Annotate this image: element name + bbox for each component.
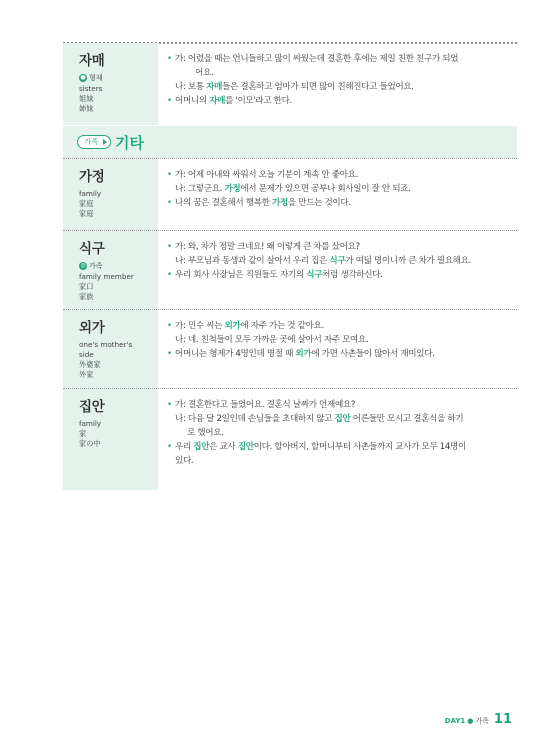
day-label: DAY1: [444, 717, 466, 725]
bullet-icon: •: [167, 321, 172, 331]
dialogue-line-a: 가: 와, 차가 정말 크네요! 왜 이렇게 큰 차를 샀어요?: [175, 242, 360, 252]
section-title: 기타: [115, 134, 144, 152]
entry-gajeong: [63, 159, 517, 230]
dialogue-line-b: 나: 부모님과 동생과 같이 살아서 우리 집은 식구가 여덟 명이니까 큰 차가 필요해요.: [175, 256, 471, 266]
example-sentence: • 어머니의 자매를 '이모'라고 한다.: [167, 96, 292, 106]
related-word-icon: ◎: [80, 262, 86, 269]
headword: 자매: [79, 53, 105, 69]
related-word-badge: [79, 73, 158, 83]
dialogue-line-b-cont: 로 했어요.: [187, 428, 224, 438]
example-sentence: • 우리 회사 사장님은 직원들도 자기의 식구처럼 생각하신다.: [167, 270, 383, 280]
example-sentence-cont: 있다.: [175, 456, 194, 466]
entry-headword-panel: [63, 231, 158, 309]
entry-headword-panel: [63, 159, 158, 230]
related-word-badge: [79, 261, 158, 271]
highlighted-word: 식구: [306, 270, 323, 280]
highlighted-word: 식구: [329, 256, 346, 266]
highlighted-word: 외가: [224, 321, 241, 331]
related-word: 가족: [89, 262, 103, 270]
highlighted-word: 집안: [237, 442, 254, 452]
example-dialogue: [167, 398, 517, 412]
dialogue-line-b: 나: 그렇군요. 가정에서 문제가 있으면 공부나 회사일이 잘 안 되죠.: [175, 184, 411, 194]
dialogue-line-b: 나: 다음 달 2일인데 손님들을 초대하지 않고 집안 어른들만 모시고 결혼식을 하기: [175, 414, 464, 424]
section-chip: 가족: [77, 135, 111, 149]
bullet-icon: •: [167, 96, 172, 106]
footer-bullet-icon: ●: [467, 717, 474, 725]
translation-zh: 家: [79, 429, 87, 438]
example-dialogue: [167, 52, 517, 80]
highlighted-word: 집안: [193, 442, 210, 452]
translation-ja: 外家: [79, 370, 94, 379]
highlighted-word: 가정: [224, 184, 241, 194]
example-dialogue: [167, 168, 517, 182]
bullet-icon: •: [167, 54, 172, 64]
bullet-icon: •: [167, 349, 172, 359]
entry-oega: [63, 310, 517, 388]
entry-examples: [158, 389, 517, 490]
headword: 집안: [79, 399, 105, 415]
bullet-icon: •: [167, 400, 172, 410]
example-dialogue: [167, 240, 517, 254]
translation-en-cont: side: [79, 350, 94, 359]
entry-sikgu: [63, 231, 517, 309]
translation-ja: 家の中: [79, 439, 101, 448]
section-header: [63, 126, 517, 158]
dialogue-line-a: 가: 어제 아내와 싸워서 오늘 기분이 계속 안 좋아요.: [175, 170, 359, 180]
related-word-icon: ●: [80, 74, 86, 81]
related-word: 형제: [89, 74, 103, 82]
translation-zh: 外婆家: [79, 360, 101, 369]
dialogue-line-b: 나: 보통 자매들은 결혼하고 엄마가 되면 많이 친해진다고 들었어요.: [175, 82, 414, 92]
highlighted-word: 자매: [206, 82, 223, 92]
entry-examples: [158, 231, 517, 309]
translation-zh: 姐妹: [79, 94, 94, 103]
example-sentence: • 우리 집안은 교사 집안이다. 할아버지, 할머니부터 사촌들까지 교사가 모두 14명이: [167, 442, 466, 452]
dialogue-line-b: 나: 네. 친척들이 모두 가까운 곳에 살아서 자주 모여요.: [175, 335, 369, 345]
page-footer: [445, 712, 512, 727]
highlighted-word: 자매: [209, 96, 226, 106]
dialogue-line-a: 가: 결혼한다고 들었어요. 결혼식 날짜가 언제예요?: [175, 400, 356, 410]
bullet-icon: •: [167, 198, 172, 208]
headword: 가정: [79, 169, 105, 185]
example-dialogue: • 가: 민수 씨는 외가에 자주 가는 것 같아요.: [167, 321, 324, 331]
entry-headword-panel: [63, 43, 158, 125]
footer-category: 가족: [475, 717, 489, 725]
entry-examples: [158, 159, 517, 230]
entry-headword-panel: [63, 389, 158, 490]
translation-ja: 家族: [79, 292, 94, 301]
translation-en: family member: [79, 272, 134, 281]
page-number: 11: [493, 712, 512, 727]
example-sentence: • 나의 꿈은 결혼해서 행복한 가정을 만드는 것이다.: [167, 198, 351, 208]
translation-ja: 姉妹: [79, 104, 94, 113]
highlighted-word: 외가: [295, 349, 312, 359]
translation-en: family: [79, 189, 102, 198]
entry-headword-panel: [63, 310, 158, 388]
entry-examples: [158, 310, 517, 388]
headword: 외가: [79, 320, 105, 336]
translation-ja: 家庭: [79, 209, 94, 218]
translation-en: family: [79, 419, 102, 428]
example-sentence: • 어머니는 형제가 4명인데 명절 때 외가에 가면 사촌들이 많아서 재미있다.: [167, 349, 435, 359]
translation-zh: 家庭: [79, 199, 94, 208]
dialogue-line-a: 가: 어렸을 때는 언니들하고 많이 싸웠는데 결혼한 후에는 제일 친한 친구가 되었: [175, 54, 459, 64]
highlighted-word: 집안: [334, 414, 351, 424]
entry-jiban: [63, 389, 517, 490]
entry-examples: [158, 43, 517, 125]
bullet-icon: •: [167, 270, 172, 280]
headword: 식구: [79, 241, 105, 257]
dialogue-line-a-cont: 어요.: [195, 68, 214, 78]
translation-en: one's mother's: [79, 340, 133, 349]
translation-en: sisters: [79, 84, 103, 93]
highlighted-word: 가정: [272, 198, 288, 208]
bullet-icon: •: [167, 242, 172, 252]
entry-jamae: [63, 43, 517, 125]
bullet-icon: •: [167, 442, 172, 452]
translation-zh: 家口: [79, 282, 94, 291]
bullet-icon: •: [167, 170, 172, 180]
